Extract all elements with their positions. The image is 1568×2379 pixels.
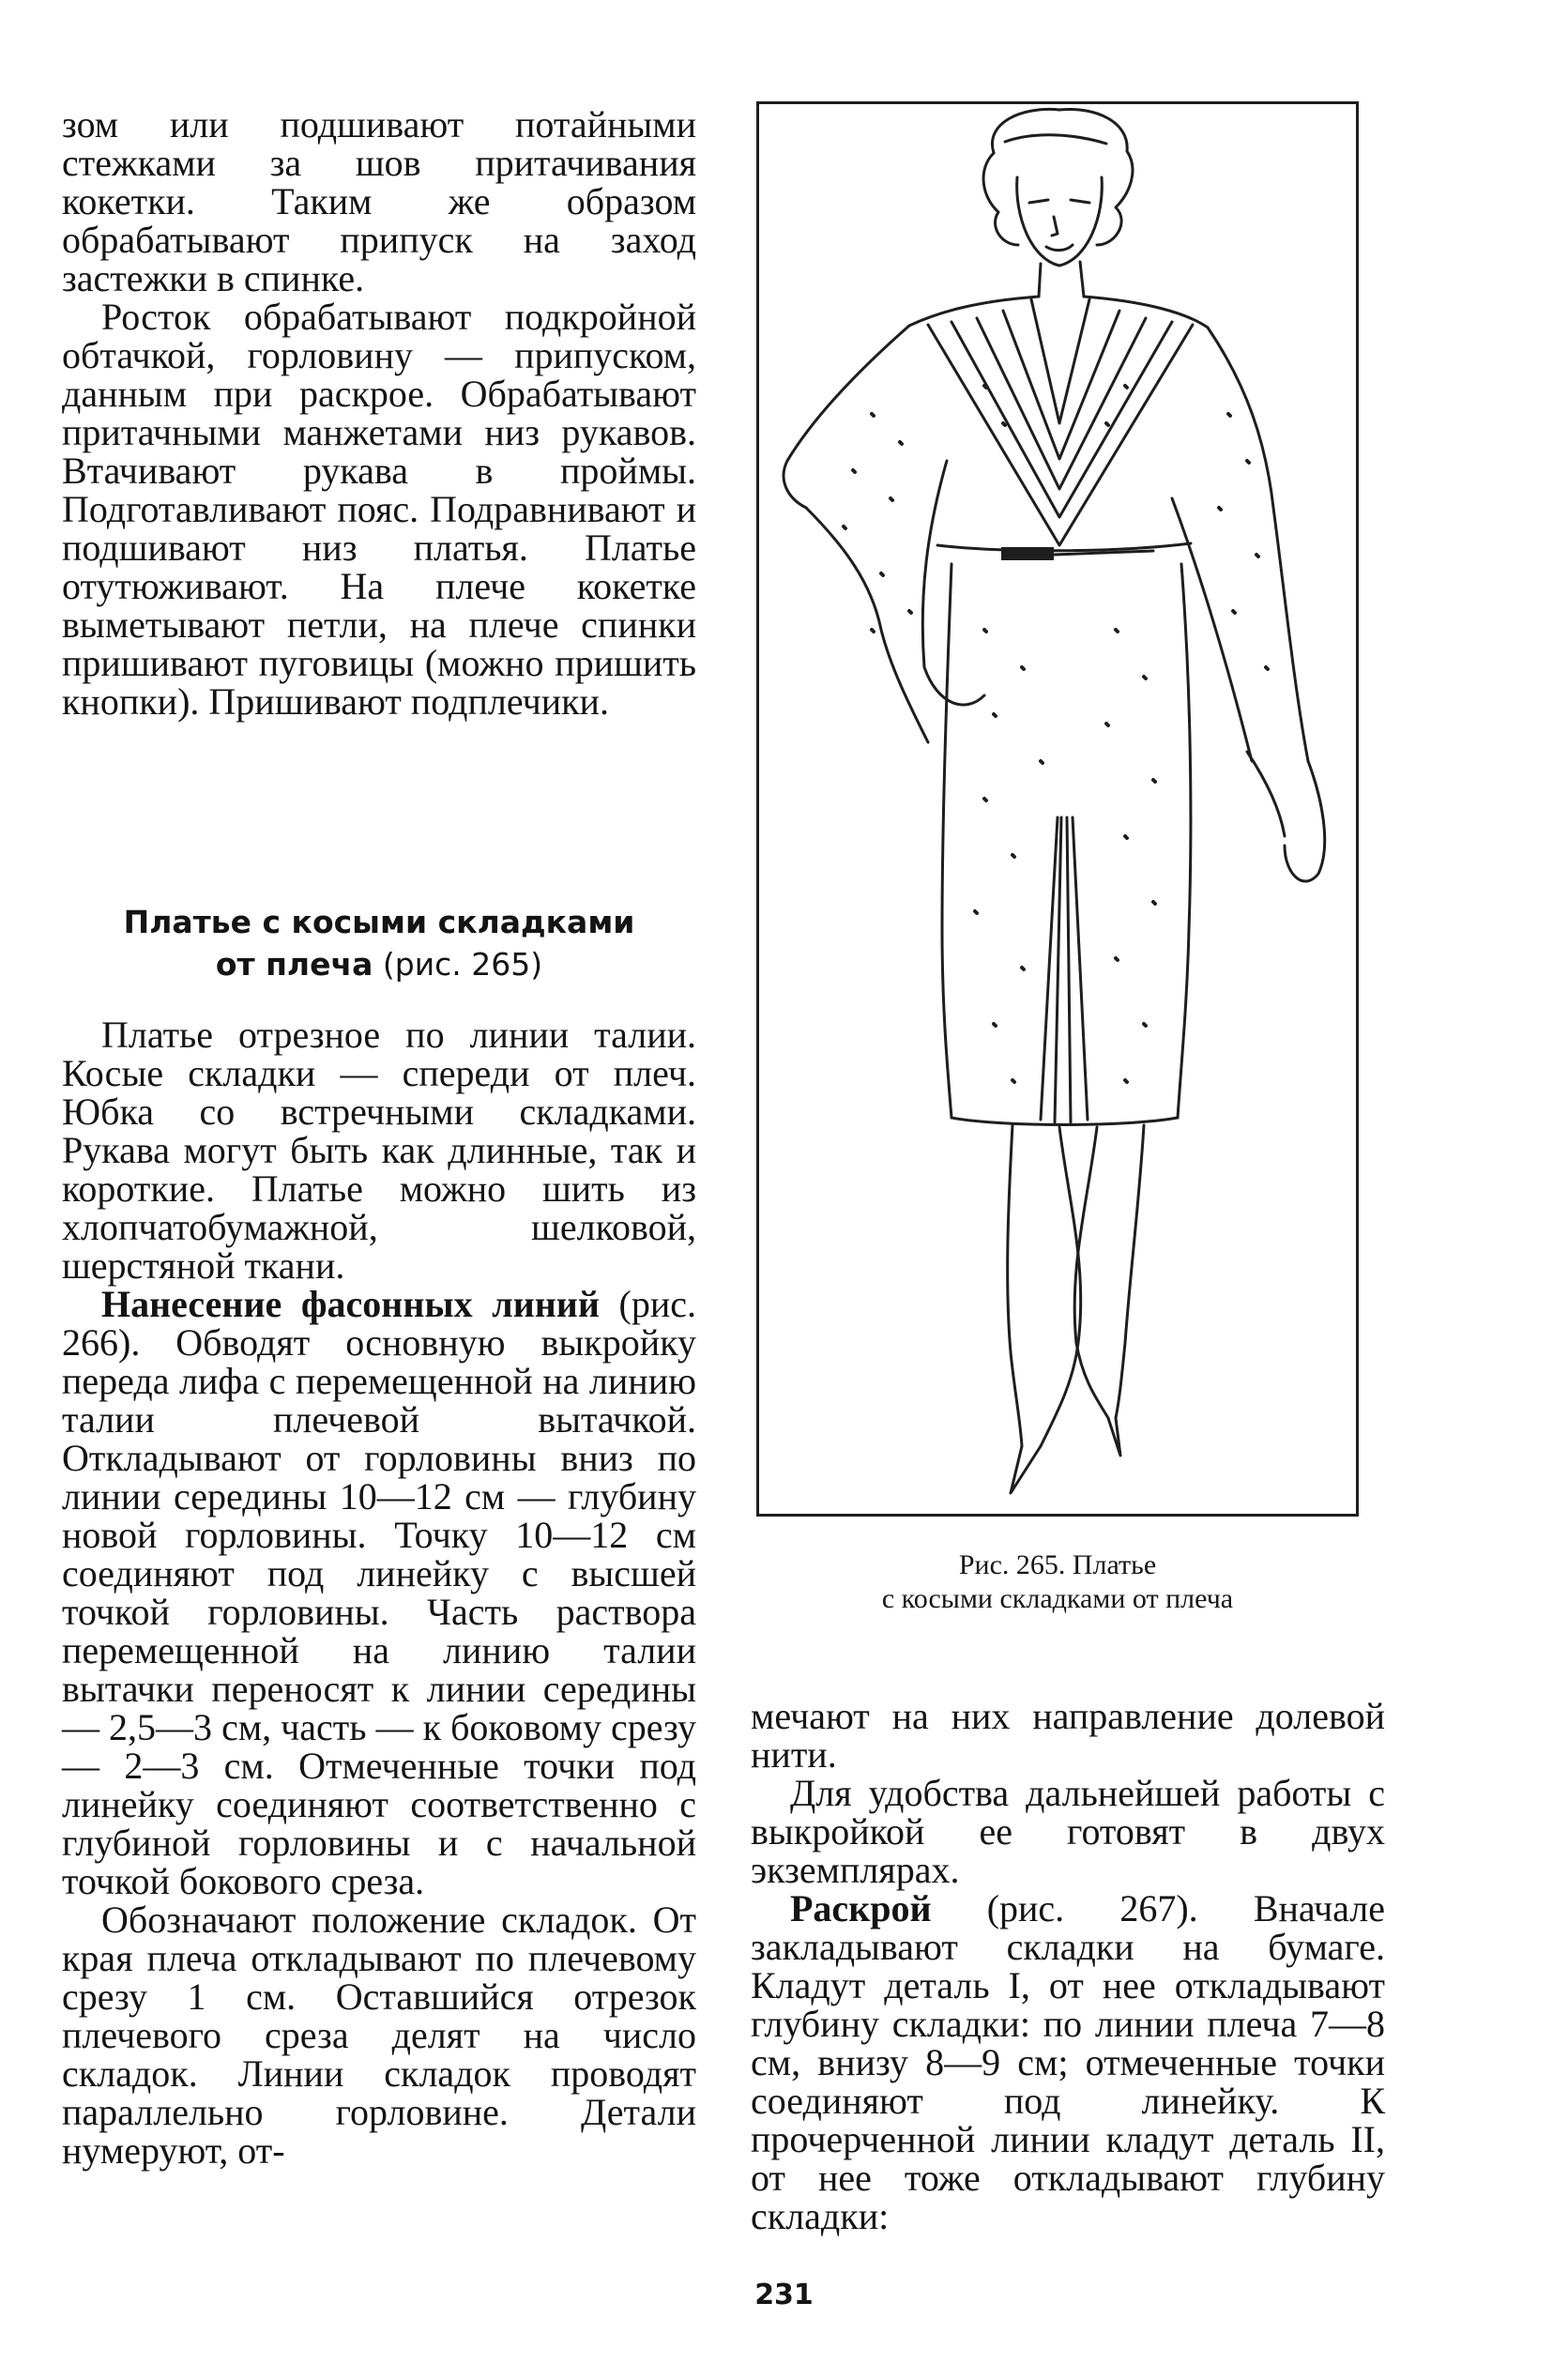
paragraph: Для удобства дальнейшей работы с выкройкой ее готовят в двух экземплярах. bbox=[751, 1772, 1385, 1891]
figure-caption-line1: Рис. 265. Платье bbox=[958, 1549, 1157, 1580]
pleat-line bbox=[928, 325, 1193, 545]
eyes bbox=[1029, 200, 1089, 203]
face-outline bbox=[1017, 177, 1103, 266]
left-column-main-text bbox=[62, 1015, 696, 2170]
skirt-inverted-pleat bbox=[1041, 817, 1088, 1122]
right-sleeve-inner bbox=[1172, 498, 1252, 761]
pleat-line bbox=[977, 318, 1146, 489]
right-sleeve bbox=[1208, 328, 1308, 761]
left-column-top-text bbox=[62, 105, 696, 721]
paragraph: зом или подшивают потайными стежками за шов притачивания кокетки. Таким же образом обрабатывают припуск на заход застежки в спинке. bbox=[62, 103, 696, 299]
figure-reference: (рис. 265) bbox=[373, 946, 543, 983]
hair-stroke bbox=[992, 109, 1133, 245]
figure-caption-line2: с косыми складками от плеча bbox=[881, 1583, 1234, 1614]
paragraph bbox=[62, 1285, 696, 1900]
left-sleeve-inner bbox=[922, 461, 947, 667]
hair-stroke bbox=[1005, 135, 1106, 144]
left-shoe bbox=[1011, 1446, 1041, 1493]
paragraph-body: (рис. 267). Вначале закладывают складки на бумаге. Кладут деталь I, от нее откладывают глубину складки: по линии плеча 7—8 см, внизу 8—9 см; отмеченные точки соединяют под линейку. К прочерченной линии кладут деталь II, от нее тоже откладывают глубину складки: bbox=[751, 1887, 1385, 2237]
section-heading bbox=[62, 901, 696, 985]
paragraph: Платье отрезное по линии талии. Косые складки — спереди от плеч. Юбка со встречными складками. Рукава могут быть как длинные, так и короткие. Платье можно шить из хлопчатобумажной, шелковой, шерстяной ткани. bbox=[62, 1014, 696, 1287]
section-heading-line2-bold: от плеча bbox=[215, 946, 373, 983]
paragraph-lead-term: Нанесение фасонных линий bbox=[101, 1283, 600, 1325]
left-sleeve bbox=[806, 508, 928, 742]
section-heading-line1: Платье с косыми складками bbox=[123, 904, 635, 940]
dress-illustration bbox=[756, 101, 1359, 1517]
skirt-left-side bbox=[942, 564, 951, 1118]
figure-caption bbox=[756, 1548, 1359, 1616]
hair-stroke bbox=[983, 153, 1018, 245]
belt-buckle bbox=[1001, 547, 1054, 560]
mouth bbox=[1046, 245, 1073, 251]
right-hand bbox=[1247, 752, 1325, 881]
fabric-dots bbox=[844, 386, 1268, 1082]
skirt-right-side bbox=[1178, 564, 1191, 1118]
right-column-bottom-text bbox=[751, 1697, 1385, 2235]
paragraph-lead-term: Раскрой bbox=[790, 1887, 932, 1929]
nose bbox=[1052, 217, 1058, 236]
page-number: 231 bbox=[754, 2279, 814, 2311]
neck bbox=[1039, 262, 1084, 297]
paragraph: Росток обрабатывают подкройной обтачкой, горловину — припуском, данным при раскрое. Обрабатывают притачными манжетами низ рукавов. Втачивают рукава в проймы. Подготавливают пояс. Подравнивают и подшивают низ платья. Платье отутюживают. На плече кокетке выметывают петли, на плече спинки пришивают пуговицы (можно пришить кнопки). Пришивают подплечики. bbox=[62, 296, 696, 723]
skirt-hem bbox=[951, 1118, 1178, 1125]
left-sleeve bbox=[784, 326, 909, 508]
dress-sketch-drawing bbox=[759, 104, 1356, 1514]
paragraph: Обозначают положение складок. От края плеча откладывают по плечевому срезу 1 см. Оставшийся отрезок плечевого среза делят на число складок. Линии складок проводят параллельно горловине. Детали нумеруют, от- bbox=[62, 1899, 696, 2172]
right-shoulder bbox=[1084, 297, 1208, 328]
left-leg bbox=[1008, 1125, 1022, 1446]
right-leg bbox=[1116, 1125, 1144, 1418]
left-hand-on-hip bbox=[924, 667, 984, 705]
paragraph-body: (рис. 266). Обводят основную выкройку переда лифа с перемещенной на линию талии плечевой вытачкой. Откладывают от горловины вниз по линии середины 10—12 см — глубину новой горловины. Точку 10—12 см соединяют под линейку с высшей точкой горловины. Часть раствора перемещенной на линию талии вытачки переносят к линии середины — 2,5—3 см, часть — к боковому срезу — 2—3 см. Отмеченные точки под линейку соединяют соответственно с глубиной горловины и с начальной точкой бокового среза. bbox=[62, 1283, 696, 1902]
section-heading-line2 bbox=[62, 943, 696, 985]
pleat-line bbox=[1003, 311, 1119, 459]
paragraph bbox=[751, 1889, 1385, 2235]
paragraph: мечают на них направление долевой нити. bbox=[751, 1695, 1385, 1776]
right-shoe bbox=[1108, 1418, 1120, 1456]
left-shoulder bbox=[909, 297, 1039, 326]
